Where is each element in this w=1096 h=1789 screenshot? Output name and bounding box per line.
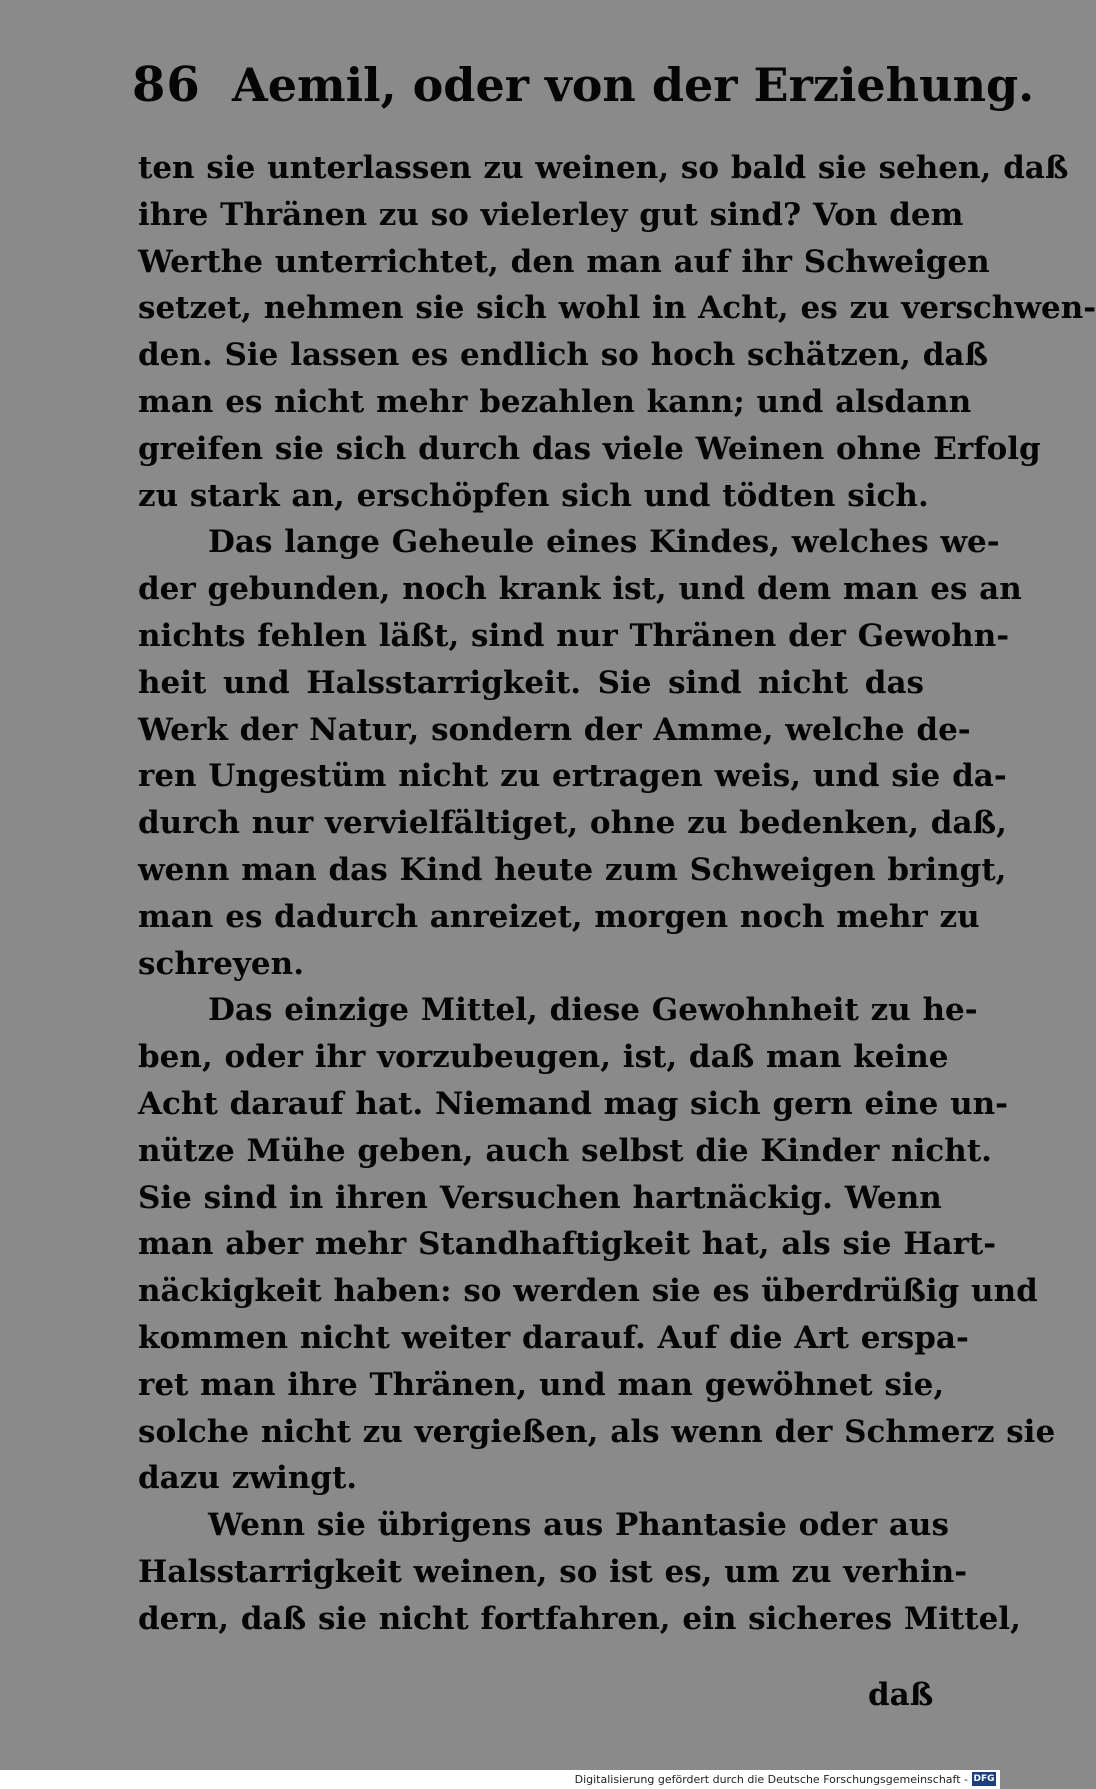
text-line: man aber mehr Standhaftigkeit hat, als sie Hart- [138,1226,997,1263]
text-line: greifen sie sich durch das viele Weinen ohne Erfolg [138,430,1041,467]
paragraph-start-line: Wenn sie übrigens aus Phantasie oder aus [208,1507,949,1544]
text-line: ret man ihre Thränen, und man gewöhnet sie, [138,1366,945,1403]
text-line: näckigkeit haben: so werden sie es überdrüßig und [138,1273,1038,1310]
text-line: kommen nicht weiter darauf. Auf die Art erspa- [138,1319,969,1356]
text-line: dazu zwingt. [138,1460,358,1497]
text-line: Werk der Natur, sondern der Amme, welche de- [138,711,971,748]
text-line: den. Sie lassen es endlich so hoch schätzen, daß [138,337,989,374]
text-line: Sie sind in ihren Versuchen hartnäckig. Wenn [138,1179,942,1216]
text-line: setzet, nehmen sie sich wohl in Acht, es zu verschwen- [138,290,1096,327]
catchword: daß [868,1677,934,1713]
text-line: Halsstarrigkeit weinen, so ist es, um zu verhin- [138,1553,968,1590]
digitization-footer [0,1770,1000,1789]
text-line: ten sie unterlassen zu weinen, so bald sie sehen, daß [138,150,1069,186]
text-line: man es dadurch anreizet, morgen noch mehr zu [138,898,980,935]
text-line: ren Ungestüm nicht zu ertragen weis, und sie da- [138,758,1007,795]
text-line: durch nur vervielfältiget, ohne zu bedenken, daß, [138,805,1007,842]
funding-credit: Digitalisierung gefördert durch die Deutsche Forschungsgemeinschaft - [574,1773,968,1786]
text-line: Werthe unterrichtet, den man auf ihr Schweigen [138,243,990,280]
text-line: wenn man das Kind heute zum Schweigen bringt, [138,851,1007,888]
body-text [138,145,1096,1643]
running-title: Aemil, oder von der Erziehung. [232,58,1035,112]
dfg-logo: DFG [973,1774,995,1784]
page-header [132,50,1035,120]
paragraph-start-line: Das lange Geheule eines Kindes, welches we- [208,524,1000,561]
text-line: heit und Halsstarrigkeit. Sie sind nicht das [138,664,924,701]
text-line: der gebunden, noch krank ist, und dem man es an [138,571,1022,608]
text-line: schreyen. [138,945,304,982]
text-line: ben, oder ihr vorzubeugen, ist, daß man keine [138,1039,949,1076]
text-line: dern, daß sie nicht fortfahren, ein sicheres Mittel, [138,1600,1021,1637]
text-line: Acht darauf hat. Niemand mag sich gern eine un- [138,1085,1009,1122]
text-line: ihre Thränen zu so vielerley gut sind? Von dem [138,196,964,233]
text-line: solche nicht zu vergießen, als wenn der Schmerz sie [138,1413,1056,1450]
text-line: zu stark an, erschöpfen sich und tödten sich. [138,477,929,514]
page-number: 86 [132,57,201,113]
text-line: nichts fehlen läßt, sind nur Thränen der Gewohn- [138,617,1010,654]
paragraph-start-line: Das einzige Mittel, diese Gewohnheit zu he- [208,992,978,1029]
text-line: man es nicht mehr bezahlen kann; und alsdann [138,383,972,420]
text-line: nütze Mühe geben, auch selbst die Kinder nicht. [138,1132,992,1169]
